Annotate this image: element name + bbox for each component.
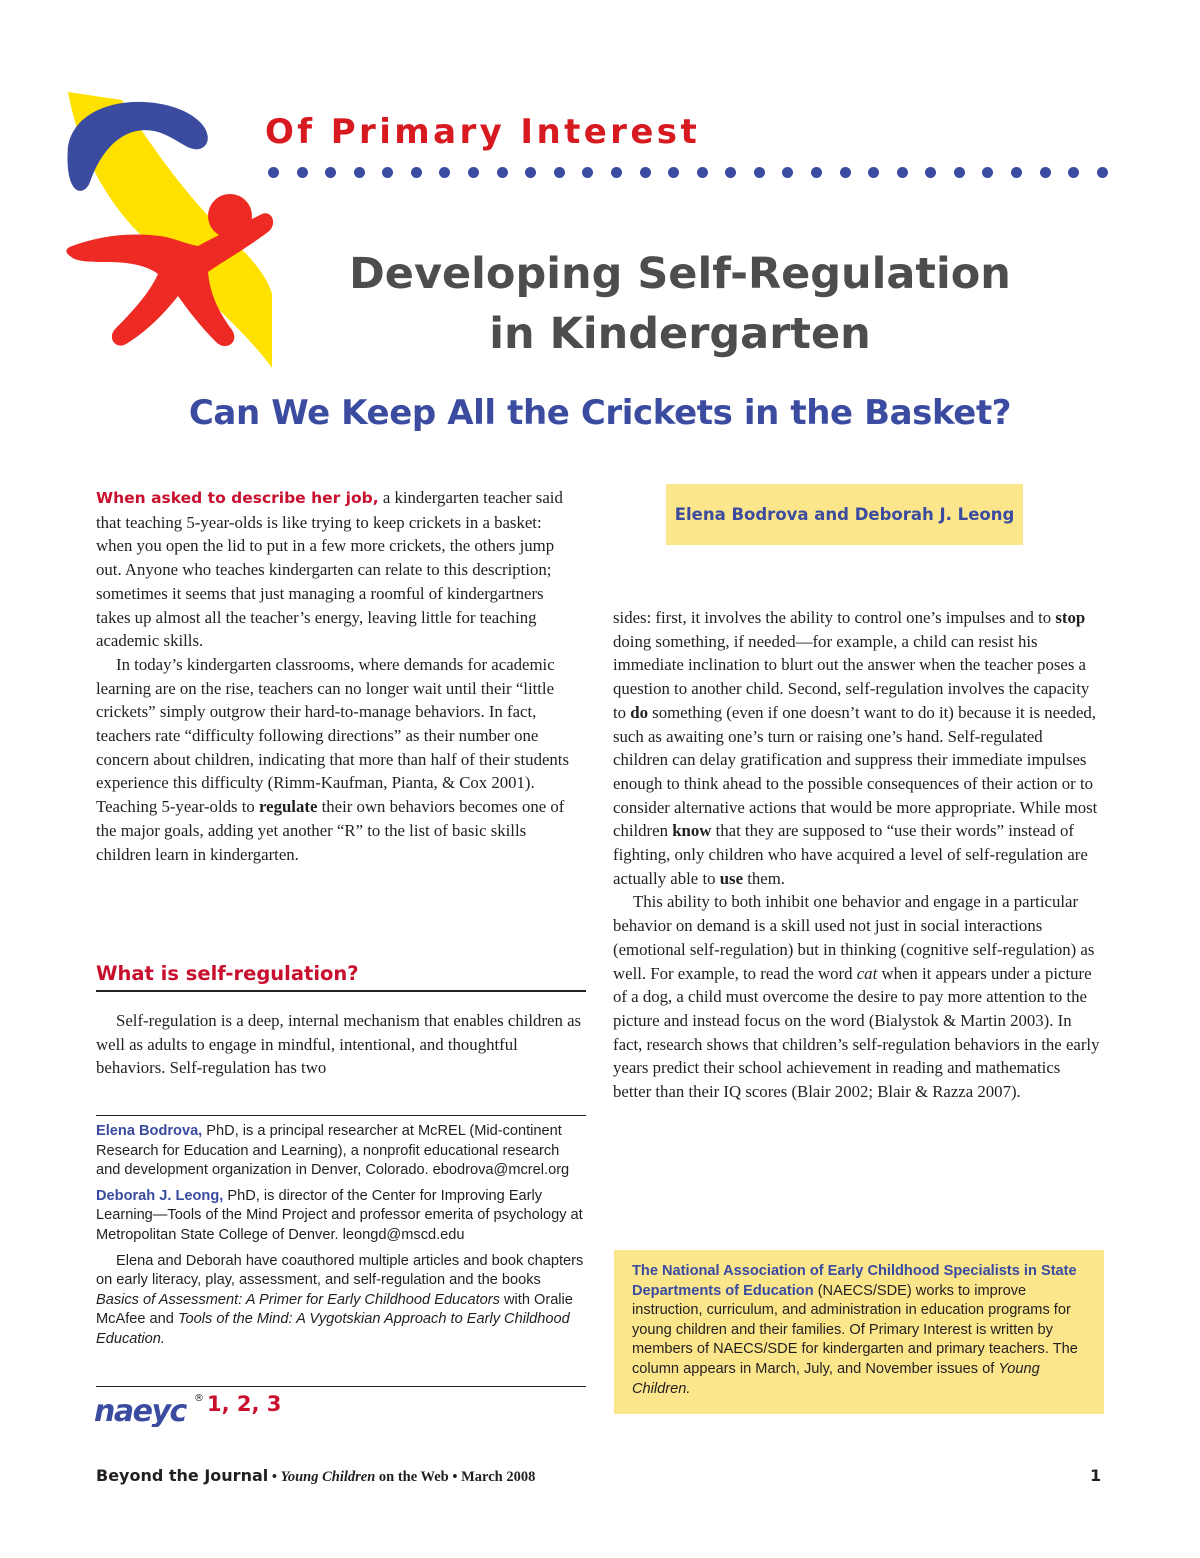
page-footer: Beyond the Journal • Young Children on the Web • March 2008 [96,1466,536,1485]
series-title: Of Primary Interest [265,112,701,152]
col2-paragraph-1: sides: first, it involves the ability to control one’s impulses and to stop doing something, if needed—for example, a child can resist his immediate inclination to blurt out the answer when the teacher poses a question to another child. Second, self-regulation involves the capacity to do something (even if one doesn’t want to do it) because it is needed, such as awaiting one’s turn or raising one’s hand. Self-regulated children can delay gratification and suppress their immediate impulses enough to think ahead to the possible consequences of their action or to consider alternative actions that would be more appropriate. While most children know that they are supposed to “use their words” instead of fighting, only children who have acquired a level of self-regulation are actually able to use them. [613,608,1098,888]
naecs-name: The National Association of Early Childhood Specialists in State Departments of Education [632,1263,1077,1299]
intro-paragraph-2: In today’s kindergarten classrooms, where demands for academic learning are on the rise, teachers can no longer wait until their “little crickets” simply outgrow their hard-to-manage behaviors. In fact, teachers rate “difficulty following directions” as their number one concern about children, indicating that more than half of their students experience this difficulty (Rimm-Kaufman, Pianta, & Cox 2001). Teaching 5-year-olds to regulate their own behaviors becomes one of the major goals, adding yet another “R” to the list of basic skills children learn in kindergarten. [96,654,569,864]
grade-levels: 1, 2, 3 [207,1392,282,1416]
intro-text [96,486,582,866]
section-heading: What is self-regulation? [96,962,586,992]
child-figure-logo-icon [60,86,275,368]
section-paragraph-1: Self-regulation is a deep, internal mechanism that enables children as well as adults to engage in mindful, intentional, and thoughtful behaviors. Self-regulation has two [96,1011,582,1078]
naecs-info-box: The National Association of Early Childhood Specialists in State Departments of Education (NAECS/SDE) works to improve instruction, curriculum, and administration in education programs for young children and their families. Of Primary Interest is written by members of NAECS/SDE for kindergarten and primary teachers. The column appears in March, July, and November issues of Young Children. [614,1250,1104,1414]
dot-rule [268,160,1108,184]
section-text [96,1009,582,1080]
author-bios [96,1115,586,1356]
column-2-text [613,606,1101,1104]
title-line-1: Developing Self-Regulation [349,249,1011,299]
bio-1: Elena Bodrova, PhD, is a principal researcher at McREL (Mid-continent Research for Education and Learning), a nonprofit educational research and development organization in Denver, Colorado. ebodrova@mcrel.org [96,1123,570,1179]
col2-paragraph-2: This ability to both inhibit one behavior and engage in a particular behavior on demand is a skill used not just in social interactions (emotional self-regulation) but in thinking (cognitive self-regulation) as well. For example, to read the word cat when it appears under a picture of a dog, a child must overcome the desire to pay more attention to the picture and instead focus on the word (Bialystok & Martin 2003). In fact, research shows that children’s self-regulation behaviors in the early years predict their school achievement in reading and mathematics better than their IQ scores (Blair 2002; Blair & Razza 2007). [613,892,1100,1102]
title-line-2: in Kindergarten [489,309,871,359]
intro-paragraph-1: When asked to describe her job, a kindergarten teacher said that teaching 5-year-olds is like trying to keep crickets in a basket: when you open the lid to put in a few more crickets, the others jump out. Anyone who teaches kindergarten can relate to this description; sometimes it seems that just managing a roomful of kindergartners takes up almost all the teacher’s energy, leaving little for teaching academic skills. [96,488,563,651]
bio-2: Deborah J. Leong, PhD, is director of the Center for Improving Early Learning—Tools of the Mind Project and professor emerita of psychology at Metropolitan State College of Denver. leongd@mscd.edu [96,1187,583,1243]
naeyc-logo-icon [94,1389,204,1427]
article-subtitle: Can We Keep All the Crickets in the Basket? [188,393,1012,433]
lead-in: When asked to describe her job, [96,489,379,507]
article-title [270,244,1090,364]
bio-3: Elena and Deborah have coauthored multiple articles and book chapters on early literacy, play, assessment, and self-regulation and the books Basics of Assessment: A Primer for Early Childhood Educators with Oralie McAfee and Tools of the Mind: A Vygotskian Approach to Early Childhood Education. [96,1252,584,1347]
svg-text:naeyc: naeyc [94,1394,186,1427]
svg-text:®: ® [194,1393,204,1404]
authors-box: Elena Bodrova and Deborah J. Leong [666,484,1023,545]
page-number: 1 [1090,1466,1102,1485]
bios-bottom-rule [96,1386,586,1387]
